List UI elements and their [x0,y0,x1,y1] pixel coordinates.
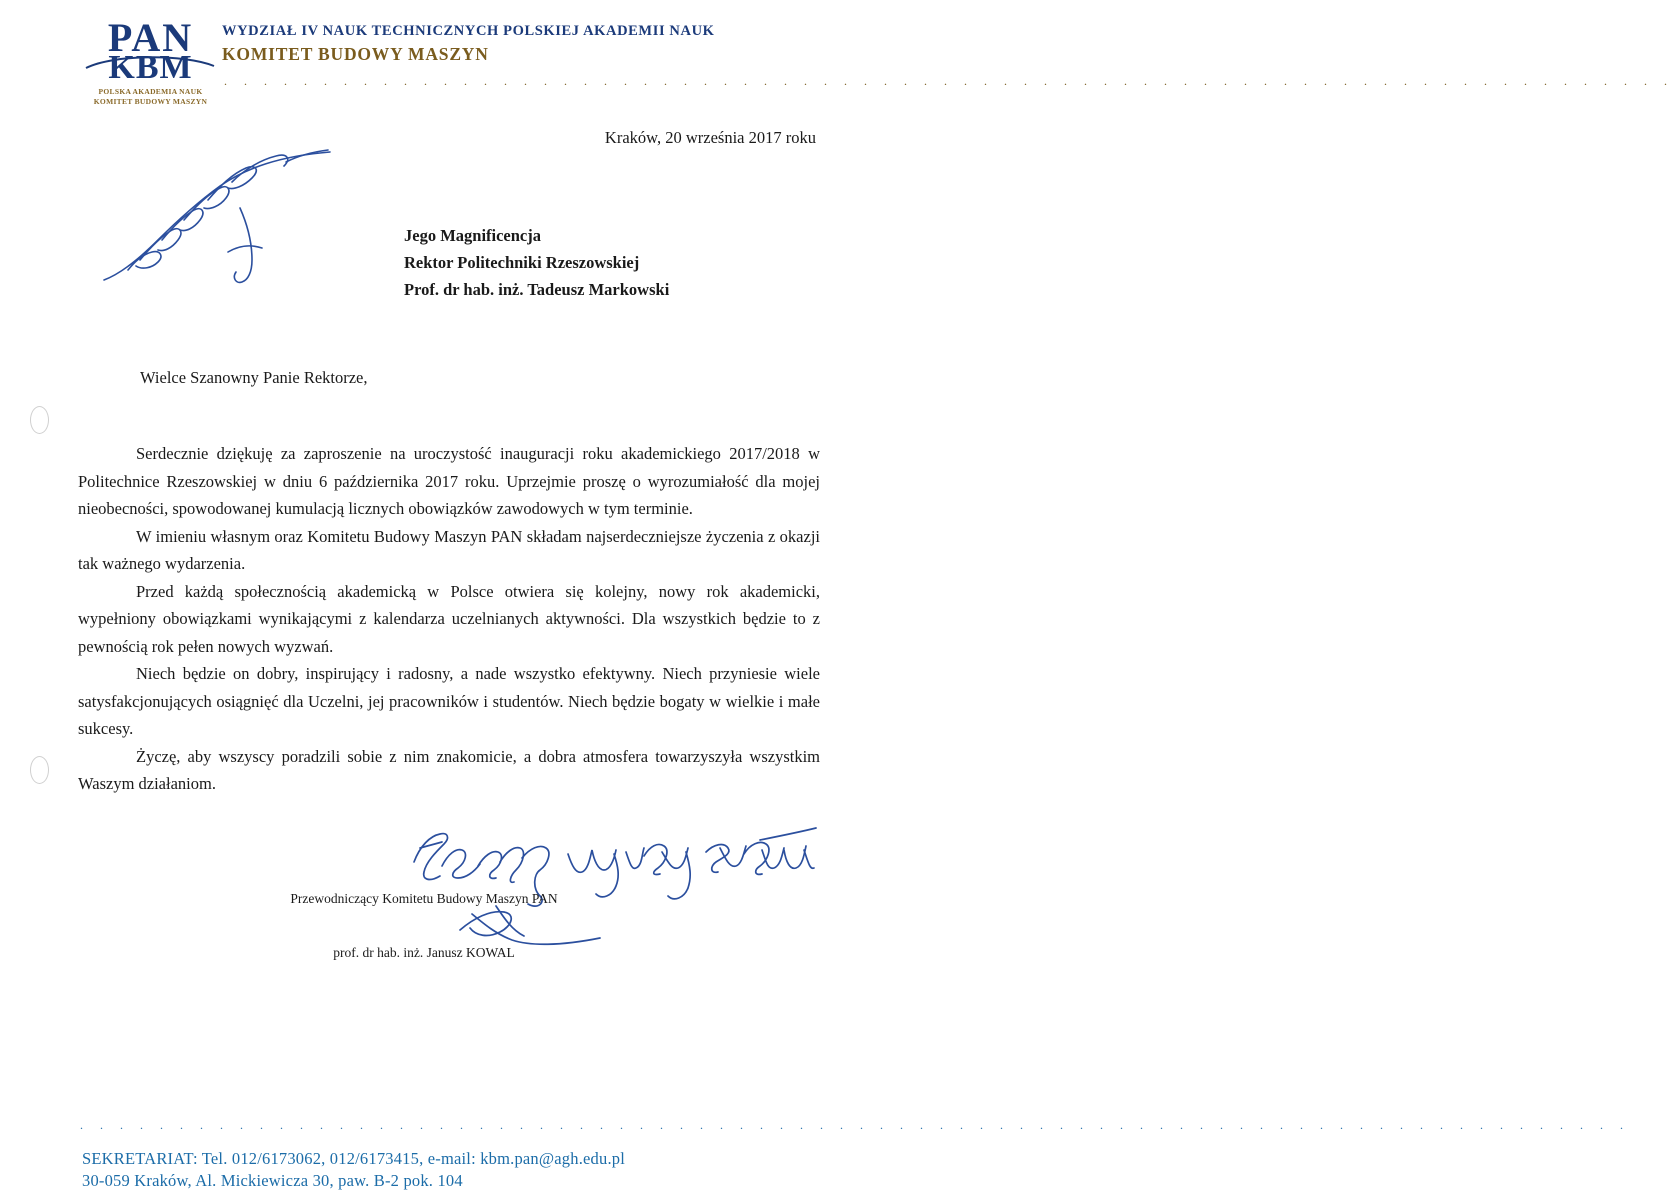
pan-kbm-logo [78,15,223,107]
footer-address: 30-059 Kraków, Al. Mickiewicza 30, paw. B-2 pok. 104 [82,1171,463,1190]
header-dotted-rule: . . . . . . . . . . . . . . . . . . . . . . . . . . . . . . . . . . . . . . . . . . . . . . . . . . . . . . . . . . . . . . . . . . . . . . . . . [224,74,1674,88]
salutation: Wielce Szanowny Panie Rektorze, [140,368,368,387]
letter-paragraph: Serdecznie dziękuję za zaproszenie na uroczystość inauguracji roku akademickiego 2017/2018 w Politechnice Rzeszowskiej w dniu 6 października 2017 roku. Uprzejmie proszę o wyrozumiałość dla mojej nieobecności, spowodowanej kumulacją licznych obowiązków zawodowych w tym terminie. [78,444,820,518]
punch-hole-top [30,406,49,434]
handwritten-annotation-signature [80,148,410,318]
punch-hole-bottom [30,756,49,784]
document-header [0,12,1674,122]
letter-paragraph: W imieniu własnym oraz Komitetu Budowy Maszyn PAN składam najserdeczniejsze życzenia z okazji tak ważnego wydarzenia. [78,526,820,573]
logo-pan-text: PAN [107,15,194,60]
letter-paragraph: Przed każdą społecznością akademicką w Polsce otwiera się kolejny, nowy rok akademicki, wypełniony obowiązkami wynikającymi z kalendarza uczelnianych aktywności. Dla wszystkich będzie to z pewnością rok pełen nowych wyzwań. [78,581,820,656]
letter-paragraph: Życzę, aby wszyscy poradzili sobie z nim znakomicie, a dobra atmosfera towarzyszyła wszystkim Waszym działaniom. [78,746,820,793]
addressee-line-3: Prof. dr hab. inż. Tadeusz Markowski [404,280,670,299]
header-faculty-title: WYDZIAŁ IV NAUK TECHNICZNYCH POLSKIEJ AKADEMII NAUK [222,23,715,39]
letter-paragraph: Niech będzie on dobry, inspirujący i radosny, a nade wszystko efektywny. Niech przyniesie wiele satysfakcjonujących osiągnięć dla Uczelni, jej pracowników i studentów. Niech będzie bogaty w wielkie i małe sukcesy. [78,664,820,738]
addressee-line-1: Jego Magnificencja [404,226,542,245]
signature-caption-name: prof. dr hab. inż. Janusz KOWAL [333,945,515,960]
footer-secretariat-contact: SEKRETARIAT: Tel. 012/6173062, 012/6173415, e-mail: kbm.pan@agh.edu.pl [82,1149,625,1168]
logo-kbm-text: KBM [108,49,193,86]
header-committee-title: KOMITET BUDOWY MASZYN [222,44,489,64]
place-and-date: Kraków, 20 września 2017 roku [604,128,816,147]
addressee-block [404,222,669,303]
addressee-line-2: Rektor Politechniki Rzeszowskiej [404,253,640,272]
footer-dotted-rule: . . . . . . . . . . . . . . . . . . . . . . . . . . . . . . . . . . . . . . . . . . . . . . . . . . . . . . . . . . . . . . . . . . . . . . . . . . . . . . [80,1118,1630,1132]
closing-signature [400,818,820,958]
logo-sub-line-2: KOMITET BUDOWY MASZYN [93,97,208,106]
letter-body [78,440,820,798]
logo-sub-line-1: POLSKA AKADEMIA NAUK [98,87,203,96]
signature-caption-role: Przewodniczący Komitetu Budowy Maszyn PAN [290,891,558,906]
header-title-block [222,22,822,65]
